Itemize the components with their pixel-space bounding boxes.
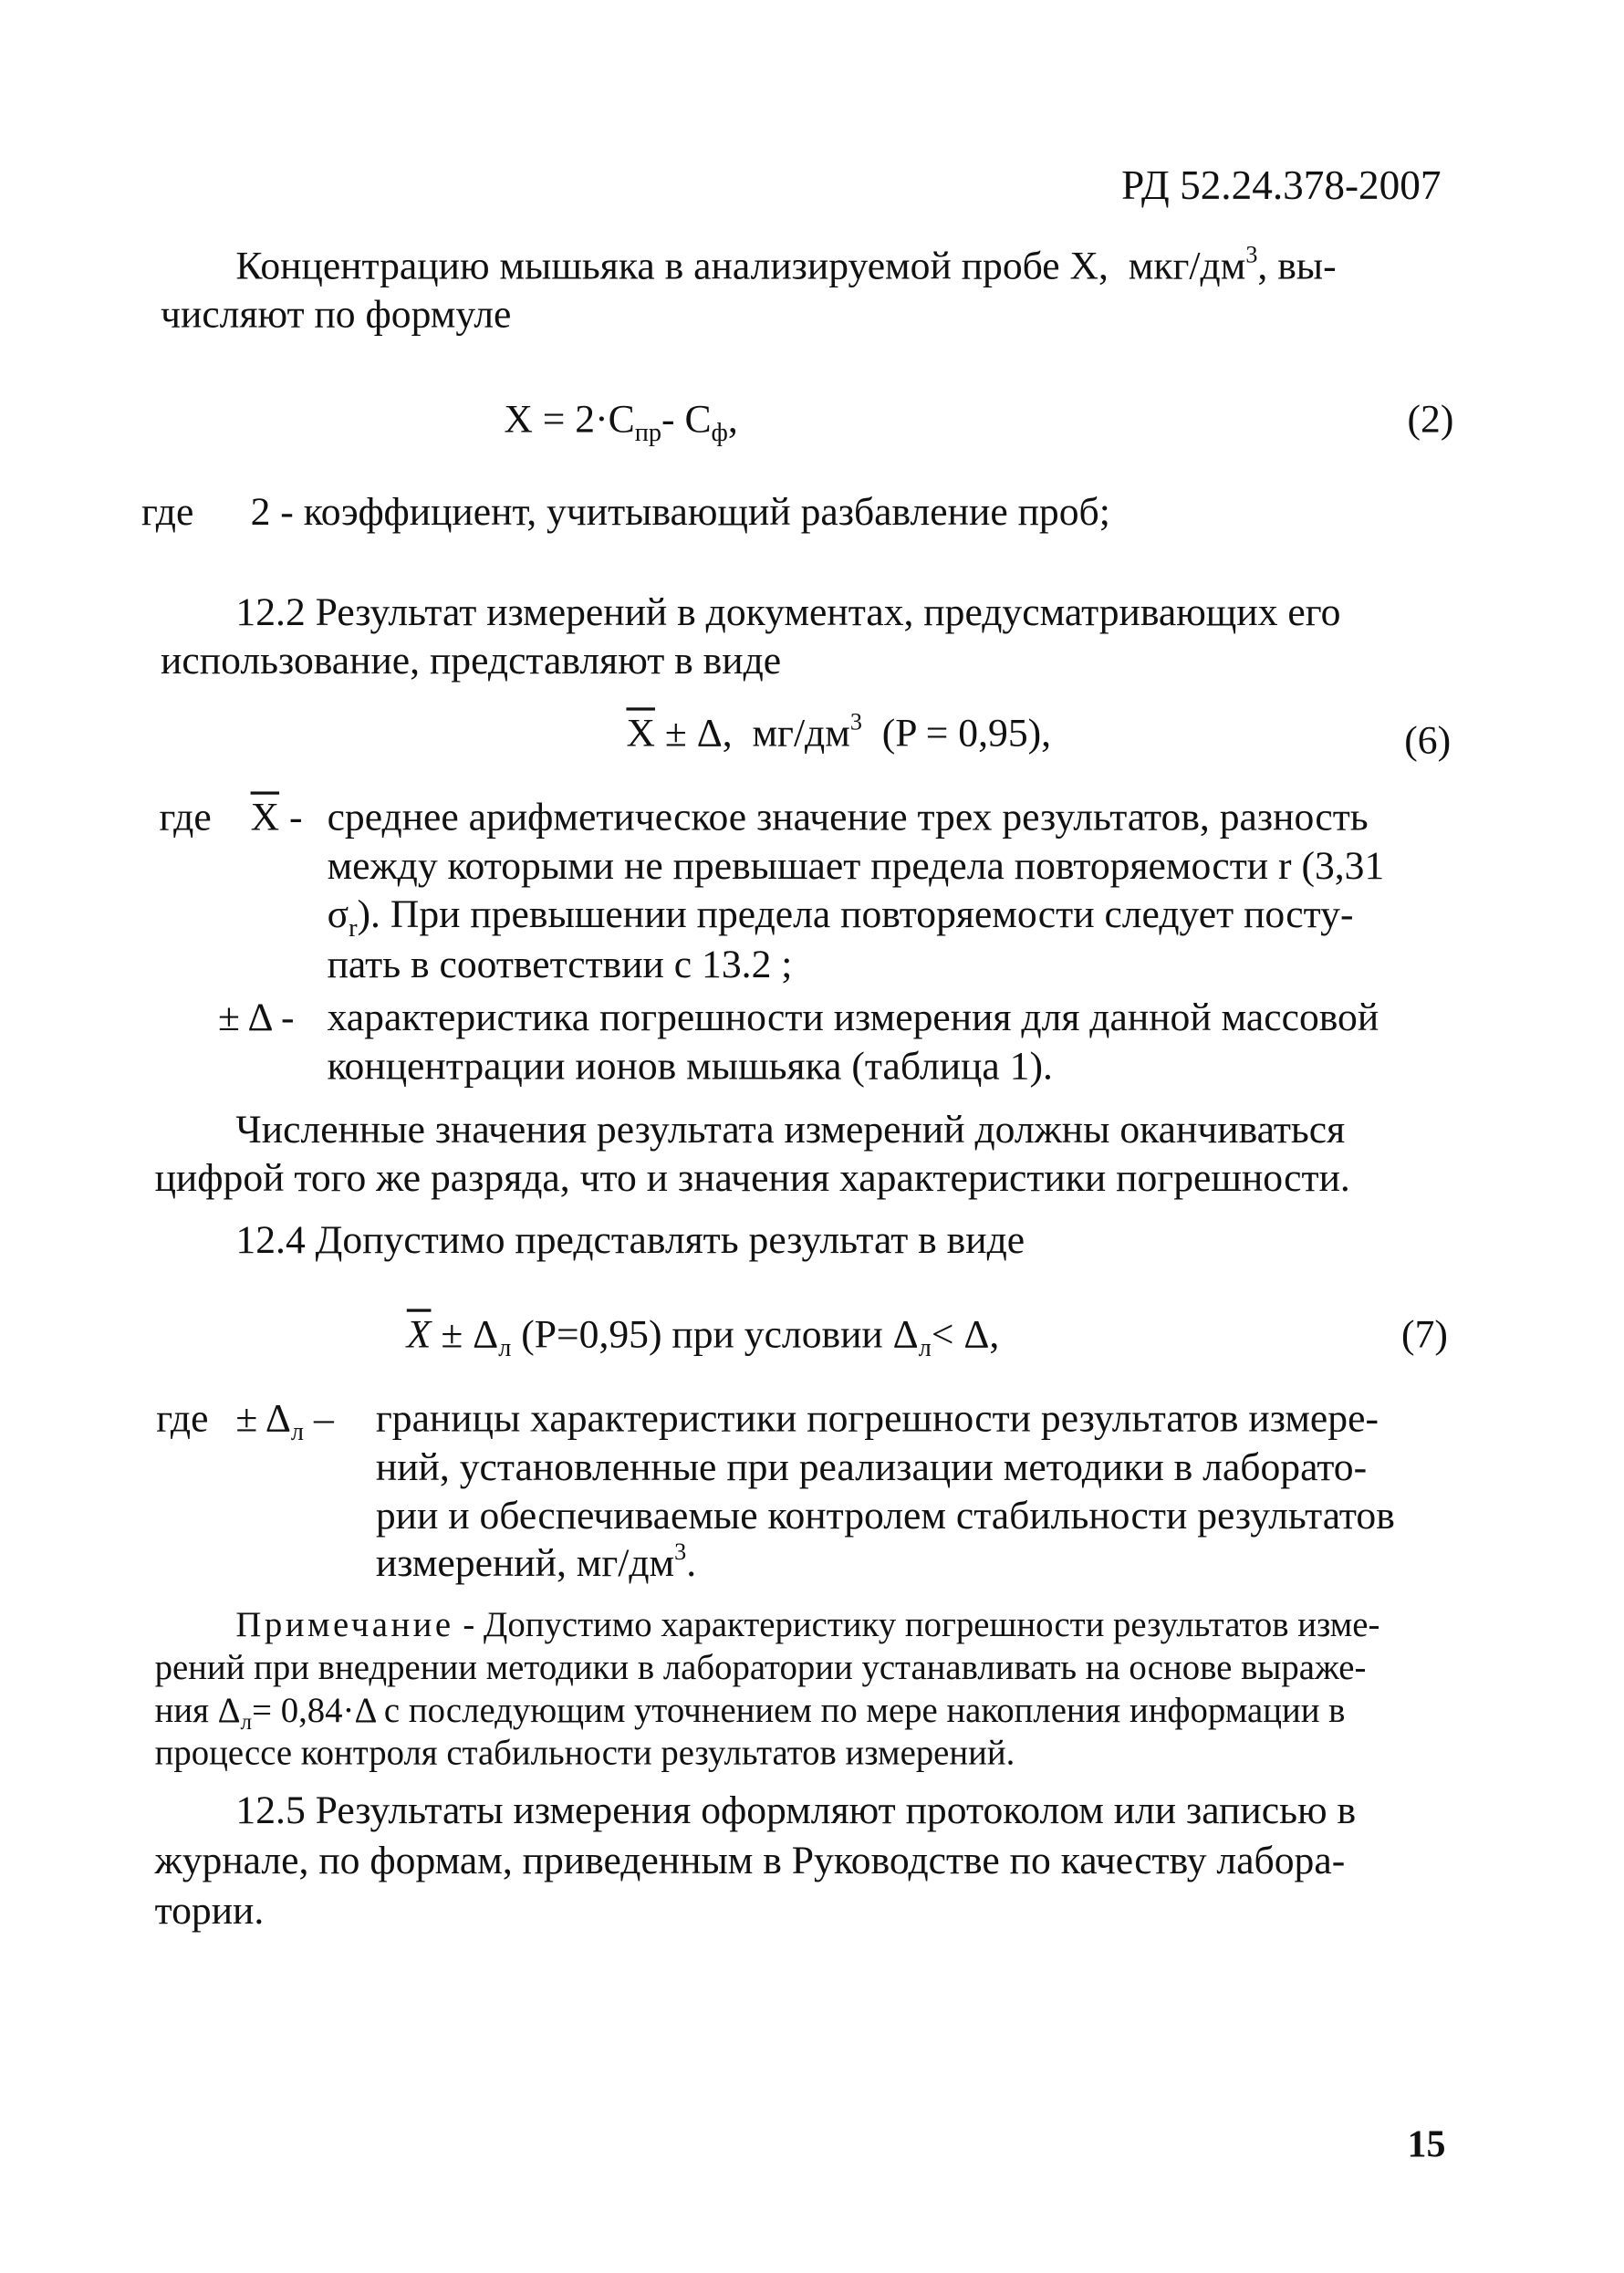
formula-2: $X = 2\cdot C_{пр}-$ $C_ф$,	[504, 396, 738, 447]
note-line-1: Примечание - Допустимо характеристику погрешности результатов изме-	[235, 1606, 1380, 1645]
where-label-3: где	[156, 1395, 209, 1441]
formula-6: $\overline{X} \pm \Delta$, $мг/дм^3$ (P = 0,95),	[626, 708, 1052, 756]
where-text-1: 2 - коэффициент, учитывающий разбавление проб;	[250, 489, 1110, 534]
intro-line-2: числяют по формуле	[161, 291, 512, 337]
section-12-4: 12.4 Допустимо представлять результат в виде	[235, 1217, 1025, 1262]
formula-2-number: (2)	[1407, 396, 1454, 442]
section-12-2-line-2: использование, представляют в виде	[161, 638, 782, 683]
note-line-2: рений при внедрении методики в лаборатории устанавливать на основе выраже-	[154, 1649, 1367, 1688]
section-12-5-line-1: 12.5 Результаты измерения оформляют протоколом или записью в	[235, 1788, 1357, 1832]
where-3-line-3: рии и обеспечиваемые контролем стабильности результатов	[375, 1493, 1395, 1538]
formula-7-number: (7)	[1401, 1311, 1448, 1357]
where-2-line-1: среднее арифметическое значение трех результатов, разность	[327, 794, 1369, 839]
section-12-5-line-3: тории.	[154, 1888, 265, 1933]
where-label-1: где	[141, 489, 194, 534]
where-2-line-3: $\sigma_r$). При превышении предела повторяемости следует посту-	[327, 891, 1354, 943]
page-number: 15	[1407, 2122, 1446, 2166]
where-3-line-4: измерений, $мг/дм^3$.	[375, 1538, 697, 1585]
document-code: РД 52.24.378-2007	[1121, 163, 1442, 210]
numeric-note-line-2: цифрой того же разряда, что и значения характеристики погрешности.	[154, 1155, 1350, 1200]
formula-6-number: (6)	[1404, 717, 1452, 763]
delta-l-symbol: ± $\Delta_л$ –	[235, 1395, 334, 1446]
section-12-2-line-1: 12.2 Результат измерений в документах, предусматривающих его	[235, 589, 1341, 634]
where-3-line-2: ний, установленные при реализации методики в лаборато-	[375, 1444, 1368, 1489]
delta-symbol: ± Δ -	[218, 995, 295, 1039]
note-line-3: ния $\Delta_л= 0,84\cdot\Delta$ с последующим уточнением по мере накопления информации в	[154, 1692, 1346, 1736]
where-label-2: где	[159, 794, 212, 839]
where-2-line-4: пать в соответствии с 13.2 ;	[327, 942, 793, 986]
mean-symbol: $\overline{X}$ -	[250, 794, 303, 839]
note-line-4: процессе контроля стабильности результатов измерений.	[154, 1735, 1015, 1774]
where-2-delta-line-1: характеристика погрешности измерения для данной массовой	[327, 995, 1379, 1039]
where-3-line-1: границы характеристики погрешности результатов измере-	[375, 1395, 1379, 1441]
where-2-delta-line-2: концентрации ионов мышьяка (таблица 1).	[327, 1043, 1053, 1089]
formula-7: $\overline{X} \pm \Delta_л$ (P=0,95) при условии $\Delta_л< \Delta$,	[406, 1311, 1000, 1362]
where-2-line-2: между которыми не превышает предела повторяемости r (3,31	[327, 843, 1385, 888]
section-12-5-line-2: журнале, по формам, приведенным в Руководстве по качеству лабора-	[154, 1838, 1346, 1882]
numeric-note-line-1: Численные значения результата измерений должны оканчиваться	[235, 1107, 1346, 1152]
note-label: Примечание	[235, 1606, 454, 1645]
intro-line-1: Концентрацию мышьяка в анализируемой пробе X, мкг/$дм^3$, вы-	[235, 241, 1337, 288]
